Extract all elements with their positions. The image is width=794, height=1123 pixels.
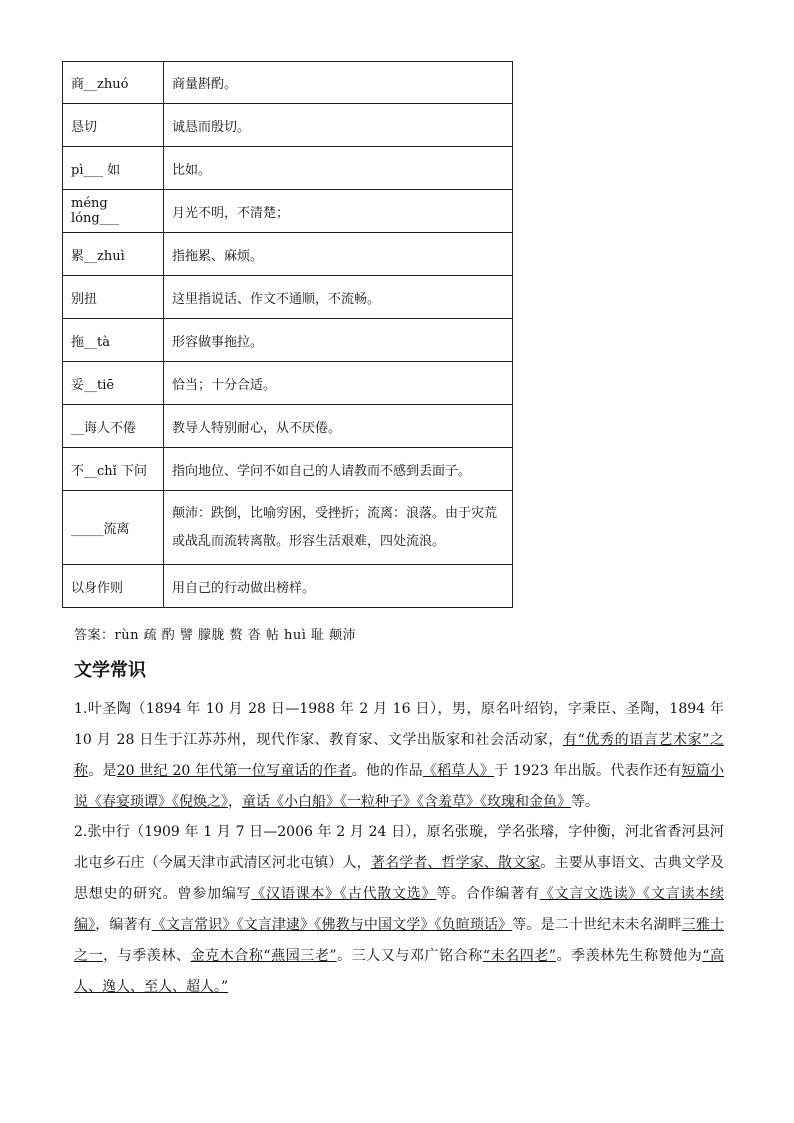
table-row [63, 565, 513, 608]
table-row [63, 362, 513, 405]
p1-text-f: 等。 [571, 794, 599, 810]
p1-text-b: 。是 [88, 763, 117, 779]
definition-cell: 指向地位、学问不如自己的人请教而不感到丢面子。 [164, 448, 513, 491]
p1-underline-4: 短篇小说《春宴琐谭》《倪焕之》 [74, 763, 725, 810]
p2-underline-2: 《汉语课本》《古代散文选》 [251, 886, 437, 902]
definition-cell: 比如。 [164, 147, 513, 190]
p2-underline-7: “未名四老” [482, 948, 557, 964]
p2-text-b: 。主要从事语文、古典文学及思想史的研究。曾参加编写 [74, 855, 725, 902]
p1-text-a: 1.叶圣陶（1894 年 10 月 28 日—1988 年 2 月 16 日），男，原名叶绍钧，字秉臣、圣陶，1894 年 10 月 28 日生于江苏苏州，现代作家、教育家、文学出版家和社会活动家， [74, 701, 724, 748]
term-cell: 以身作则 [63, 565, 164, 608]
term-cell: 别扭 [63, 276, 164, 319]
table-row [63, 276, 513, 319]
table-row [63, 233, 513, 276]
table-row [63, 405, 513, 448]
term-cell: 恳切 [63, 104, 164, 147]
p2-text-g: 。三人又与邓广铭合称 [336, 948, 483, 964]
table-row [63, 319, 513, 362]
p2-underline-6: 金克木合称“燕园三老” [190, 948, 337, 964]
term-cell: _____流离 [63, 491, 164, 565]
definition-cell: 用自己的行动做出榜样。 [164, 565, 513, 608]
term-cell: 累__zhuì [63, 233, 164, 276]
paragraph-ye-shengtao [74, 694, 724, 818]
definition-cell: 颠沛：跌倒，比喻穷困，受挫折；流离：浪落。由于灾荒或战乱而流转离散。形容生活艰难，四处流浪。 [164, 491, 513, 565]
term-cell: 不__chǐ 下问 [63, 448, 164, 491]
p2-text-e: 等。是二十世纪末未名湖畔 [512, 917, 682, 933]
p1-underline-1: 有“优秀的语言艺术家”之称 [74, 732, 724, 779]
definition-cell: 指拖累、麻烦。 [164, 233, 513, 276]
table-row [63, 147, 513, 190]
p1-underline-3: 《稻草人》 [422, 763, 495, 779]
p1-text-d: 于 1923 年出版。代表作还有 [494, 763, 682, 779]
term-cell: pì___ 如 [63, 147, 164, 190]
definition-cell: 恰当；十分合适。 [164, 362, 513, 405]
definition-cell: 教导人特别耐心，从不厌倦。 [164, 405, 513, 448]
table-row [63, 62, 513, 104]
vocabulary-table [62, 61, 513, 608]
p2-text-d: ，编著有 [95, 917, 152, 933]
p2-underline-8: “高人、逸人、至人、超人。” [74, 948, 725, 995]
p2-text-f: ，与季羡林、 [103, 948, 191, 964]
answer-line: 答案：rùn 疏 酌 譬 朦胧 赘 沓 帖 huì 耻 颠沛 [74, 628, 357, 643]
table-row [63, 491, 513, 565]
p2-underline-4: 《文言常识》《文言津逮》《佛教与中国文学》《负暄琐话》 [151, 917, 513, 933]
paragraph-zhang-zhongxing [74, 817, 724, 1003]
p1-text-e: ， [228, 794, 242, 810]
p2-text-a: 2.张中行（1909 年 1 月 7 日—2006 年 2 月 24 日），原名张璇，学名张璿，字仲衡，河北省香河县河北屯乡石庄（今属天津市武清区河北屯镇）人， [74, 824, 724, 871]
definition-cell: 这里指说话、作文不通顺，不流畅。 [164, 276, 513, 319]
table-row [63, 190, 513, 233]
p1-text-c: 。他的作品 [351, 763, 423, 779]
definition-cell: 诚恳而殷切。 [164, 104, 513, 147]
p2-underline-1: 著名学者、哲学家、散文家 [370, 855, 541, 871]
p2-text-c: 等。合作编著有 [436, 886, 540, 902]
definition-cell: 月光不明，不清楚； [164, 190, 513, 233]
term-cell: 商__zhuó [63, 62, 164, 104]
p2-underline-5: 三雅士之一 [74, 917, 725, 964]
term-cell: __诲人不倦 [63, 405, 164, 448]
table-row [63, 104, 513, 147]
vocabulary-table-body [63, 62, 513, 608]
term-cell: 妥__tiē [63, 362, 164, 405]
p2-underline-3: 《文言文选读》《文言读本续编》 [74, 886, 725, 933]
term-cell: méng lóng___ [63, 190, 164, 233]
term-cell: 拖__tà [63, 319, 164, 362]
p2-text-h: 。季羡林先生称赞他为 [556, 948, 703, 964]
p1-underline-2: 20 世纪 20 年代第一位写童话的作者 [116, 763, 352, 779]
definition-cell: 商量斟酌。 [164, 62, 513, 104]
p1-underline-5: 童话《小白船》《一粒种子》《含羞草》《玫瑰和金鱼》 [242, 794, 571, 810]
table-row [63, 448, 513, 491]
definition-cell: 形容做事拖拉。 [164, 319, 513, 362]
section-title: 文学常识 [74, 660, 146, 681]
